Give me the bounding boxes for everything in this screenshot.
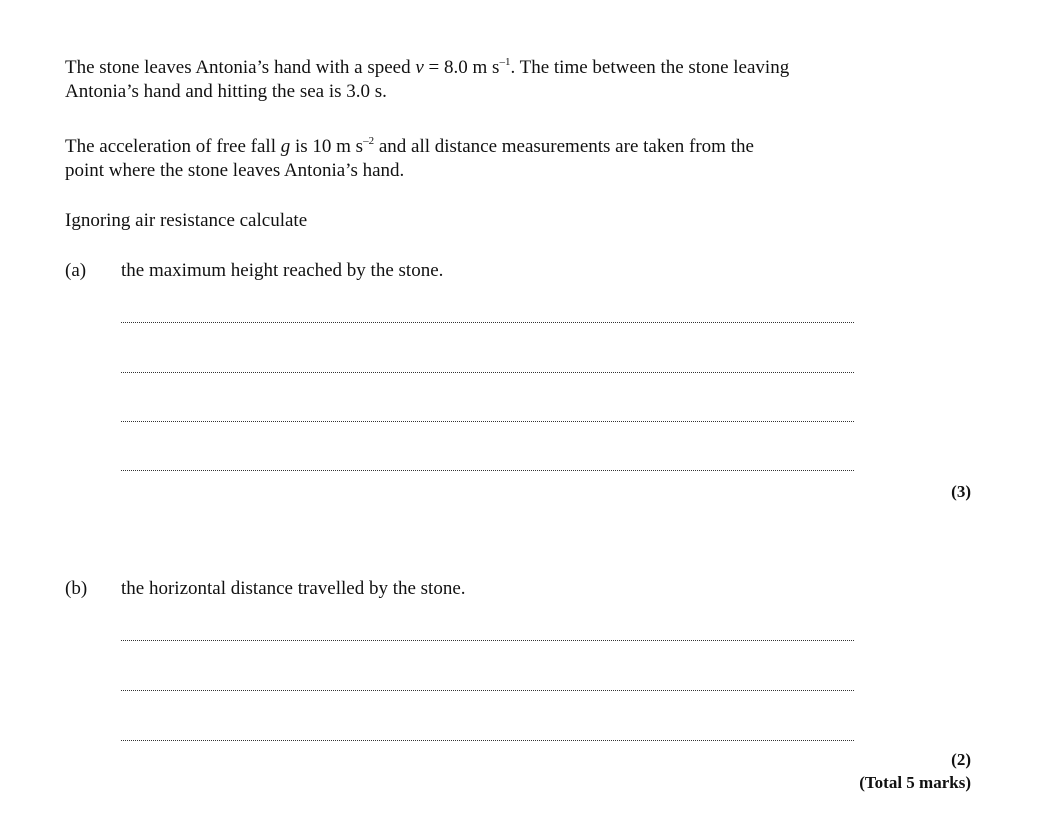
intro-line-2: Antonia’s hand and hitting the sea is 3.0 s. (65, 81, 387, 102)
intro-text: = 8.0 m s (423, 57, 500, 78)
intro-text: . The time between the stone leaving (510, 57, 790, 78)
answer-line[interactable] (121, 322, 854, 323)
part-label: (a) (65, 260, 87, 281)
unit-exponent: –2 (363, 135, 375, 147)
part-text: the maximum height reached by the stone. (121, 260, 444, 281)
part-text: the horizontal distance travelled by the stone. (121, 578, 466, 599)
intro-text: The acceleration of free fall (65, 136, 281, 157)
marks-label: (2) (951, 750, 971, 769)
intro-text: The stone leaves Antonia’s hand with a speed (65, 57, 416, 78)
marks-label: (3) (951, 482, 971, 501)
total-marks: (Total 5 marks) (859, 773, 971, 792)
intro-line-1 (65, 56, 789, 80)
intro-line-3 (65, 135, 754, 159)
velocity-symbol: v (415, 57, 424, 78)
answer-line[interactable] (121, 372, 854, 373)
instruction-text: Ignoring air resistance calculate (65, 210, 308, 231)
part-label: (b) (65, 578, 88, 599)
answer-line[interactable] (121, 690, 854, 691)
gravity-symbol: g (280, 136, 291, 157)
intro-text: and all distance measurements are taken from the (374, 136, 754, 157)
answer-line[interactable] (121, 421, 854, 422)
unit-exponent: –1 (499, 56, 511, 68)
intro-line-4: point where the stone leaves Antonia’s hand. (65, 160, 405, 181)
answer-line[interactable] (121, 640, 854, 641)
answer-line[interactable] (121, 740, 854, 741)
answer-line[interactable] (121, 470, 854, 471)
intro-text: is 10 m s (290, 136, 364, 157)
